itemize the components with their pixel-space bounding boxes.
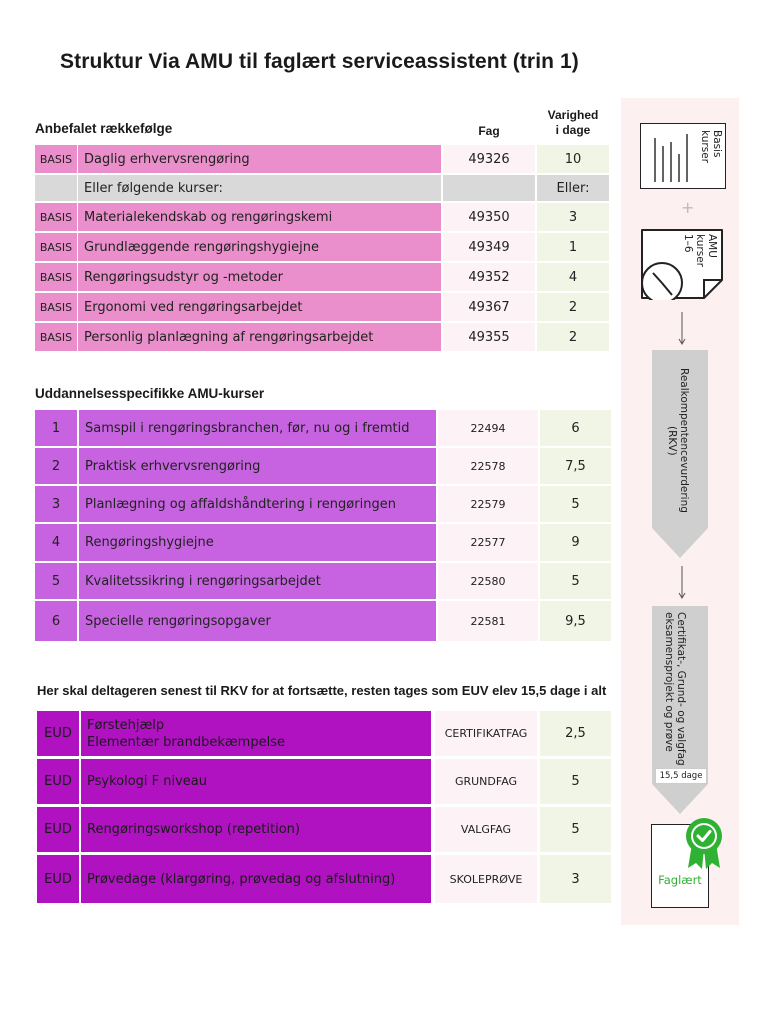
course-days: Eller:: [537, 175, 609, 201]
course-name: Eller følgende kurser:: [78, 175, 441, 201]
course-days: 2,5: [540, 711, 611, 756]
fag-code: 22580: [438, 563, 538, 599]
course-days: 4: [537, 263, 609, 291]
course-days: 6: [540, 410, 611, 446]
euv-days-badge: 15,5 dage: [655, 768, 707, 784]
course-name: Ergonomi ved rengøringsarbejdet: [78, 293, 441, 321]
course-name: [81, 711, 431, 756]
rkv-label: [666, 368, 690, 513]
fag-code: 22578: [438, 448, 538, 484]
amu-label: [682, 234, 718, 267]
fag-code: [443, 175, 535, 201]
row-tag: EUD: [37, 711, 79, 756]
basis-label-line1: Basis: [711, 130, 723, 158]
course-name: Grundlæggende rengøringshygiejne: [78, 233, 441, 261]
course-type: VALGFAG: [435, 807, 537, 852]
course-name: Daglig erhvervsrengøring: [78, 145, 441, 173]
section3-heading: Her skal deltageren senest til RKV for at fortsætte, resten tages som EUV elev 15,5 dage i alt: [37, 683, 607, 698]
course-name: Rengøringsudstyr og -metoder: [78, 263, 441, 291]
course-name: Samspil i rengøringsbranchen, før, nu og i fremtid: [79, 410, 436, 446]
course-days: 5: [540, 807, 611, 852]
rkv-label-line1: Realkompentencevurdering: [678, 368, 690, 513]
course-days: 9,5: [540, 601, 611, 641]
course-name: Rengøringsworkshop (repetition): [81, 807, 431, 852]
course-type: GRUNDFAG: [435, 759, 537, 804]
euv-label-line1: Certifikat-, Grund- og valgfag: [675, 612, 687, 766]
fag-code: 49355: [443, 323, 535, 351]
amu-label-line2: kurser: [694, 234, 706, 267]
course-days: 5: [540, 563, 611, 599]
basis-label: [699, 130, 723, 163]
euv-label-line2: eksamensprojekt og prøve: [663, 612, 675, 752]
down-arrow-icon: [677, 566, 687, 600]
euv-label: [663, 612, 687, 766]
course-name: Praktisk erhvervsrengøring: [79, 448, 436, 484]
fag-column-header: Fag: [478, 124, 500, 138]
amu-label-line3: 1–6: [682, 234, 694, 253]
row-tag: EUD: [37, 807, 79, 852]
row-tag: BASIS: [35, 233, 77, 261]
course-name-line2: Elementær brandbekæmpelse: [87, 734, 285, 750]
row-tag: EUD: [37, 855, 79, 903]
fag-code: 22577: [438, 524, 538, 561]
course-name: Specielle rengøringsopgaver: [79, 601, 436, 641]
course-days: 7,5: [540, 448, 611, 484]
course-days: 3: [537, 203, 609, 231]
course-type: SKOLEPRØVE: [435, 855, 537, 903]
course-name: Rengøringshygiejne: [79, 524, 436, 561]
course-type: CERTIFIKATFAG: [435, 711, 537, 756]
basis-document-icon: [640, 123, 726, 189]
row-number: 1: [35, 410, 77, 446]
row-tag: EUD: [37, 759, 79, 804]
fag-code: 49367: [443, 293, 535, 321]
row-number: 2: [35, 448, 77, 484]
fag-code: 49352: [443, 263, 535, 291]
course-days: 5: [540, 486, 611, 522]
award-badge-icon: [684, 816, 724, 870]
course-name: Psykologi F niveau: [81, 759, 431, 804]
row-tag: BASIS: [35, 293, 77, 321]
fag-code: 49350: [443, 203, 535, 231]
fag-code: 22579: [438, 486, 538, 522]
section2-heading: Uddannelsesspecifikke AMU-kurser: [35, 386, 265, 401]
down-arrow-icon: [677, 312, 687, 346]
fag-code: 22581: [438, 601, 538, 641]
course-days: 2: [537, 293, 609, 321]
fag-code: 49326: [443, 145, 535, 173]
row-tag: BASIS: [35, 203, 77, 231]
section1-heading: Anbefalet rækkefølge: [35, 121, 173, 136]
course-name-line1: Førstehjælp: [87, 717, 165, 733]
row-number: 5: [35, 563, 77, 599]
plus-sign: +: [681, 198, 695, 217]
basis-label-line2: kurser: [699, 130, 711, 163]
rkv-label-line2: (RKV): [666, 425, 678, 456]
course-name: Materialekendskab og rengøringskemi: [78, 203, 441, 231]
row-number: 3: [35, 486, 77, 522]
course-name: Prøvedage (klargøring, prøvedag og afslutning): [81, 855, 431, 903]
progress-sidebar: [621, 98, 739, 925]
course-days: 3: [540, 855, 611, 903]
fag-code: 22494: [438, 410, 538, 446]
row-tag: BASIS: [35, 263, 77, 291]
course-days: 2: [537, 323, 609, 351]
course-days: 5: [540, 759, 611, 804]
course-name: Planlægning og affaldshåndtering i rengøringen: [79, 486, 436, 522]
row-tag: [35, 175, 77, 201]
amu-document-icon: [638, 228, 726, 300]
final-label: Faglært: [658, 873, 702, 887]
days-column-header: [537, 108, 609, 138]
row-tag: BASIS: [35, 145, 77, 173]
row-number: 6: [35, 601, 77, 641]
row-tag: BASIS: [35, 323, 77, 351]
course-name: Kvalitetssikring i rengøringsarbejdet: [79, 563, 436, 599]
course-days: 9: [540, 524, 611, 561]
course-name: Personlig planlægning af rengøringsarbejdet: [78, 323, 441, 351]
course-days: 1: [537, 233, 609, 261]
days-header-line1: Varighed: [547, 108, 599, 122]
row-number: 4: [35, 524, 77, 561]
course-days: 10: [537, 145, 609, 173]
days-header-line2: i dage: [555, 123, 591, 137]
page-title: Struktur Via AMU til faglært serviceassistent (trin 1): [60, 50, 579, 73]
fag-code: 49349: [443, 233, 535, 261]
amu-label-line1: AMU: [706, 234, 718, 258]
